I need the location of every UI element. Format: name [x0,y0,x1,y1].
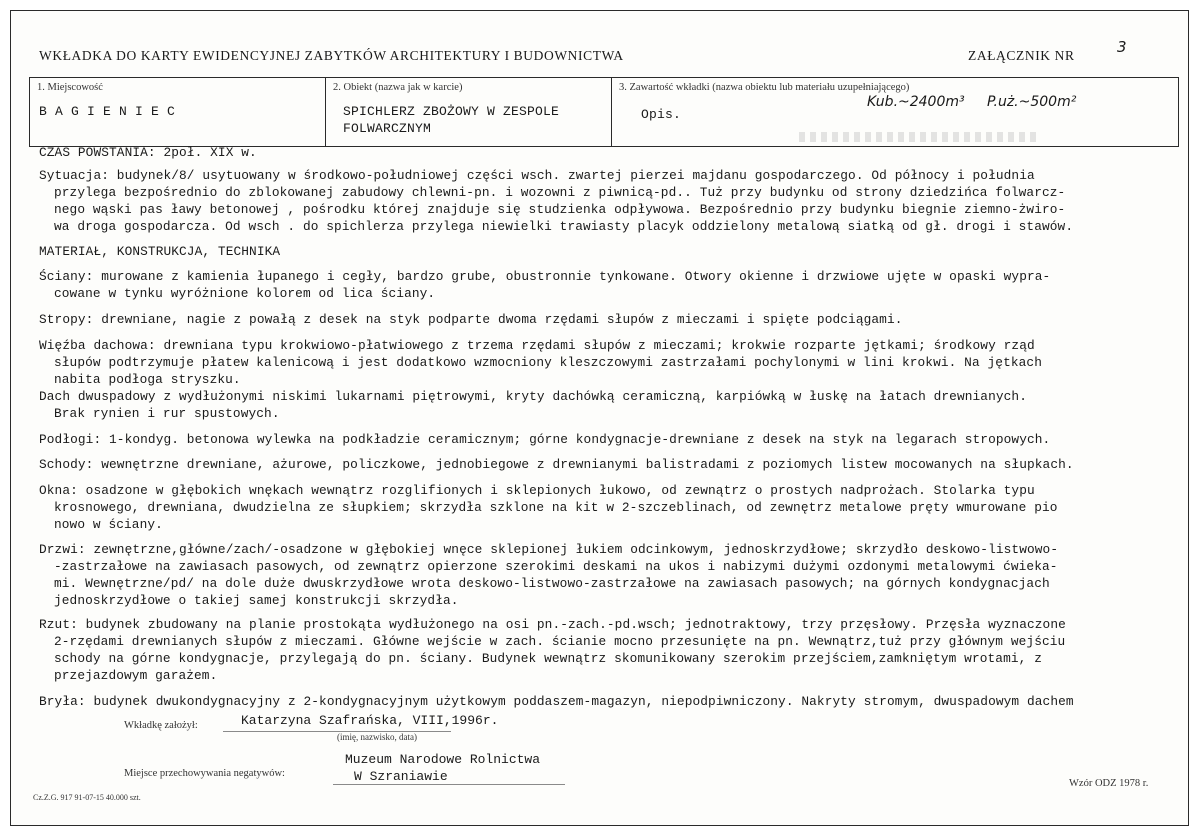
area-handwritten: P.uż.~500m² [987,94,1077,110]
body-line: Stropy: drewniane, nagie z powałą z desek na styk podparte dwoma rzędami słupów z mieczami i spięte podciągami. [39,312,903,327]
author-label: Wkładkę założył: [124,720,198,731]
volume-handwritten: Kub.~2400m³ [867,94,965,110]
annex-number: 3 [1117,38,1127,56]
box-divider-1 [325,77,326,147]
body-line: krosnowego, drewniana, dwudzielna ze słupkiem; skrzydła szklone na kit w 2-szczeblinach, od zewnętrz metalowe pręty wmurowane pio [54,500,1058,515]
smudged-marks [799,132,1039,142]
form-id: Wzór ODZ 1978 r. [1069,778,1149,789]
author-value: Katarzyna Szafrańska, VIII,1996r. [241,713,499,728]
print-info: Cz.Z.G. 917 91-07-15 40.000 szt. [33,793,141,802]
inventory-card-insert [10,10,1189,826]
body-line: 2-rzędami drewnianych słupów z mieczami. Główne wejście w zach. ścianie mocno przesunięte na pn. Wewnątrz,tuż przy głównym wejściu [54,634,1066,649]
storage-label: Miejsce przechowywania negatywów: [124,768,285,779]
body-line: Schody: wewnętrzne drewniane, ażurowe, policzkowe, jednobiegowe z drewnianymi balistradami z poziomych listew mocowanych na słupkach. [39,457,1074,472]
body-line: Ściany: murowane z kamienia łupanego i cegły, bardzo grube, obustronnie tynkowane. Otwory okienne i drzwiowe ujęte w opaski wypra- [39,269,1051,284]
place-label: 1. Miejscowość [37,82,103,93]
body-line: Brak rynien i rur spustowych. [54,406,280,421]
body-line: przejazdowym garażem. [54,668,218,683]
body-line: wa droga gospodarcza. Od wsch . do spichlerza przylega niewielki trawiasty placyk oddzielony metalową siatką od gł. drogi i stawów. [54,219,1074,234]
body-line: Drzwi: zewnętrzne,główne/zach/-osadzone w głębokiej wnęce sklepionej łukiem odcinkowym, jednoskrzydłowe; skrzydło deskowo-listwowo- [39,542,1059,557]
box-right-border [1178,77,1179,147]
author-sub-label: (imię, nazwisko, data) [337,732,417,742]
body-line: Bryła: budynek dwukondygnacyjny z 2-kondygnacyjnym użytkowym poddaszem-magazyn, niepodpiwniczony. Nakryty stromym, dwuspadowym dachem [39,694,1074,709]
body-line: cowane w tynku wyróżnione kolorem od lica ściany. [54,286,436,301]
storage-underline [333,784,565,785]
storage-line1: Muzeum Narodowe Rolnictwa [345,752,541,767]
content-label: 3. Zawartość wkładki (nazwa obiektu lub materiału uzupełniającego) [619,82,910,93]
body-line: słupów podtrzymuje płatew kalenicową i jest dodatkowo wzmocniony kleszczowymi zastrzałami pochylonymi w lini krokwi. Na jętkach [54,355,1042,370]
body-line: CZAS POWSTANIA: 2poł. XIX w. [39,145,257,160]
body-line: jednoskrzydłowe o takiej samej konstrukcji skrzydła. [54,593,459,608]
body-line: nabita podłoga stryszku. [54,372,241,387]
form-title: WKŁADKA DO KARTY EWIDENCYJNEJ ZABYTKÓW ARCHITEKTURY I BUDOWNICTWA [39,48,624,63]
body-line: przylega bezpośrednio do zblokowanej zabudowy chlewni-pn. i wozowni z piwnicą-pd.. Tuż przy budynku od strony dziedzińca folwarcz- [54,185,1066,200]
content-value: Opis. [641,107,682,122]
body-line: -zastrzałowe na zawiasach pasowych, od zewnątrz opierzone szerokimi deskami na ukos i nabizymi dużymi ozdonymi metalowymi ćwieka- [54,559,1058,574]
place-value: B A G I E N I E C [39,104,176,119]
body-line: nowo w ściany. [54,517,163,532]
storage-line2: W Szraniawie [354,769,448,784]
object-label: 2. Obiekt (nazwa jak w karcie) [333,82,463,93]
box-left-border [29,77,30,147]
body-line: Sytuacja: budynek/8/ usytuowany w środkowo-południowej części wsch. zwartej pierzei majdanu gospodarczego. Od północy i południa [39,168,1035,183]
section-heading: MATERIAŁ, KONSTRUKCJA, TECHNIKA [39,244,281,259]
body-line: Podłogi: 1-kondyg. betonowa wylewka na podkładzie ceramicznym; górne kondygnacje-drewniane z desek na styk na legarach stropowych. [39,432,1051,447]
body-line: mi. Wewnętrzne/pd/ na dole duże dwuskrzydłowe wrota deskowo-listwowo-zastrzałowe na zawiasach pasowych; na górnych kondygnacjach [54,576,1050,591]
body-line: Dach dwuspadowy z wydłużonymi niskimi lukarnami piętrowymi, kryty dachówką ceramiczną, karpiówką w łuskę na łatach drewnianych. [39,389,1027,404]
body-line: nego wąski pas ławy betonowej , pośrodku której znajduje się studzienka odpływowa. Bezpośrednio przy budynku biegnie ziemno-żwiro- [54,202,1066,217]
body-line: Więźba dachowa: drewniana typu krokwiowo-płatwiowego z trzema rzędami słupów z mieczami; krokwie rozparte jętkami; środkowy rząd [39,338,1035,353]
box-divider-2 [611,77,612,147]
body-line: schody na górne kondygnacje, przylegają do pn. ściany. Budynek wewnątrz skomunikowany szerokim przejściem,zamkniętym wrotami, z [54,651,1042,666]
object-value-line2: FOLWARCZNYM [343,121,432,136]
annex-label: ZAŁĄCZNIK NR [968,48,1075,63]
body-line: Rzut: budynek zbudowany na planie prostokąta wydłużonego na osi pn.-zach.-pd.wsch; jednotraktowy, trzy przęsłowy. Przęsła wyznaczone [39,617,1066,632]
body-line: Okna: osadzone w głębokich wnękach wewnątrz rozglifionych i sklepionych łukowo, od zewnątrz o prostych nadprożach. Stolarka typu [39,483,1035,498]
object-value-line1: SPICHLERZ ZBOŻOWY W ZESPOLE [343,104,560,119]
box-top-border [29,77,1179,78]
